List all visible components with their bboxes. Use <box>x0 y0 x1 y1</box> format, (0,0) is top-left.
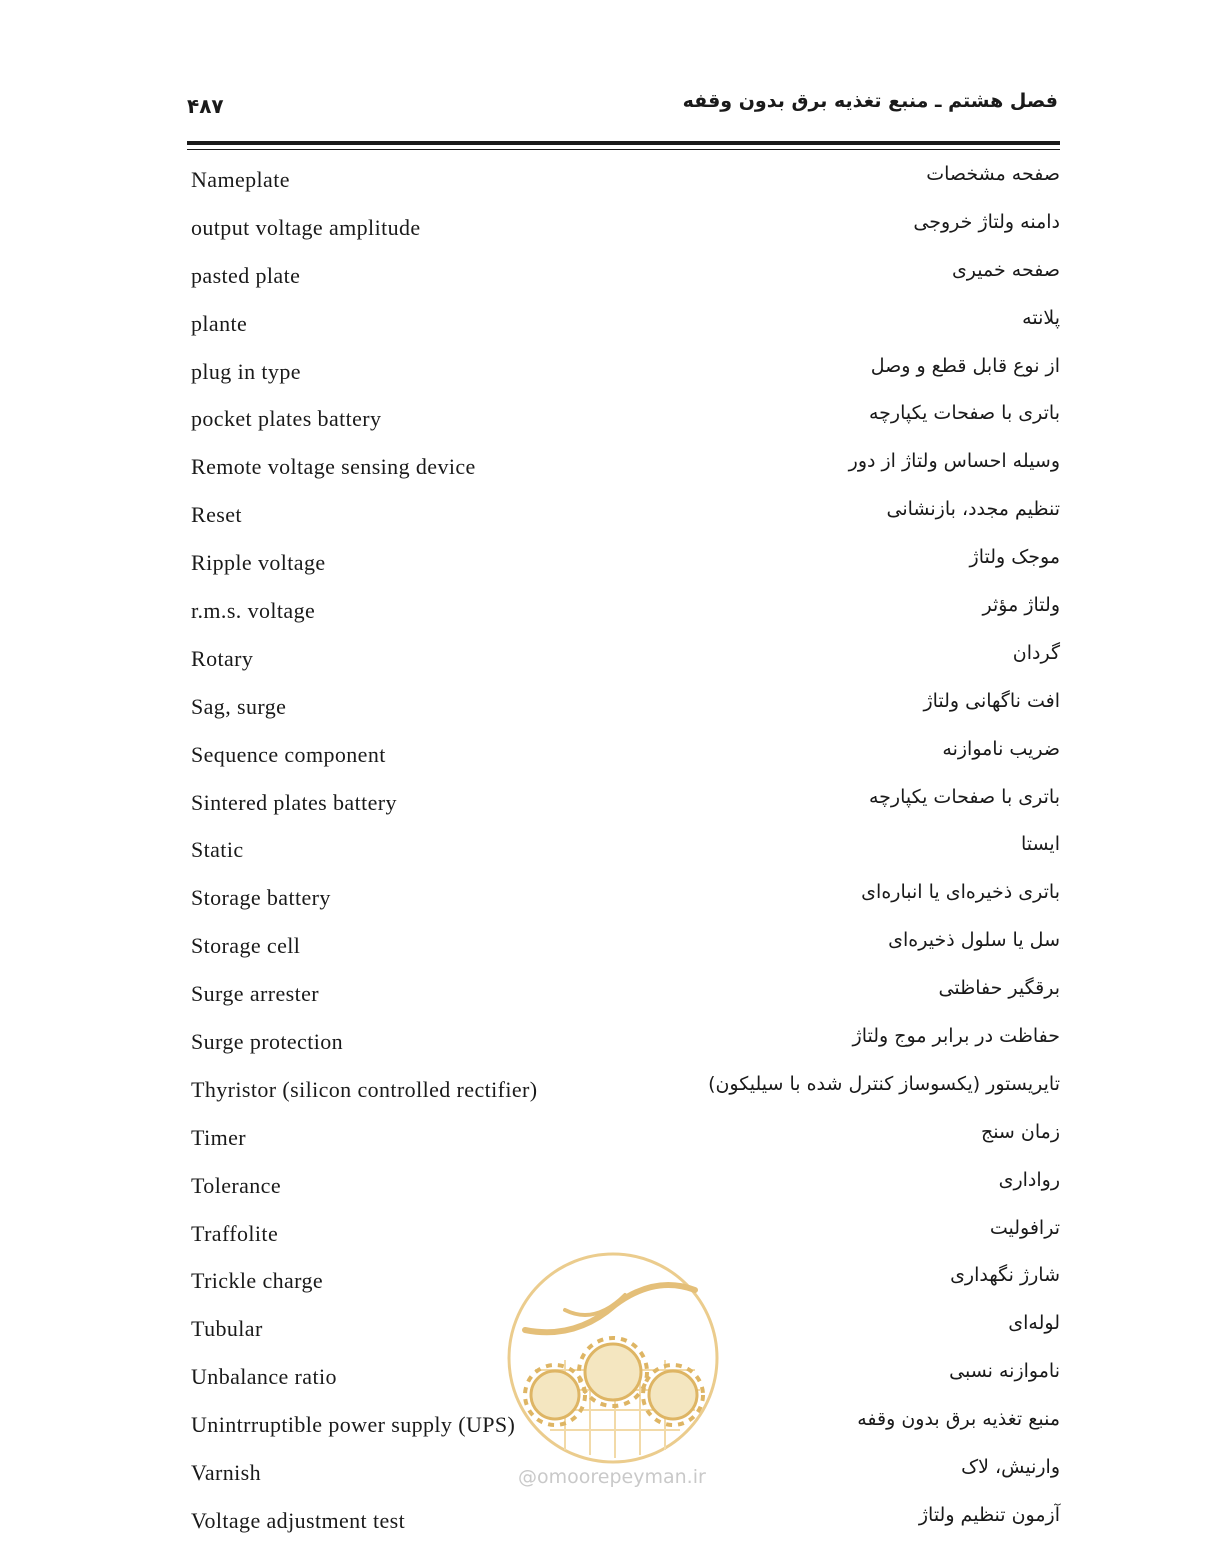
persian-term: صفحه مشخصات <box>926 163 1060 185</box>
persian-term: ترافولیت <box>989 1216 1060 1239</box>
glossary-row <box>189 253 1060 301</box>
english-term: Varnish <box>191 1460 262 1486</box>
english-term: r.m.s. voltage <box>191 598 316 624</box>
english-term: Traffolite <box>191 1220 279 1246</box>
english-term: Unintrruptible power supply (UPS) <box>191 1412 516 1438</box>
glossary-row <box>189 301 1060 349</box>
persian-term: آزمون تنظیم ولتاژ <box>918 1503 1060 1526</box>
english-term: Sequence component <box>191 741 386 767</box>
persian-term: ایستا <box>1020 833 1060 856</box>
english-term: Static <box>191 837 244 863</box>
persian-term: باتری با صفحات یکپارچه <box>868 402 1060 425</box>
glossary-row <box>189 875 1060 923</box>
persian-term: تایریستور (یکسوساز کنترل شده با سیلیکون) <box>708 1072 1060 1095</box>
watermark-site-text: @omoorepeyman.ir <box>518 1466 706 1488</box>
english-term: Thyristor (silicon controlled rectifier) <box>191 1076 538 1102</box>
persian-term: افت ناگهانی ولتاژ <box>923 689 1060 712</box>
persian-term: شارژ نگهداری <box>950 1264 1060 1287</box>
page-number: ۴۸۷ <box>187 94 224 118</box>
persian-term: برقگیر حفاظتی <box>938 977 1060 1000</box>
english-term: Rotary <box>191 645 254 671</box>
persian-term: گردان <box>1012 641 1060 664</box>
persian-term: وارنیش، لاک <box>961 1456 1060 1479</box>
glossary-row <box>189 780 1060 828</box>
persian-term: دامنه ولتاژ خروجی <box>913 210 1060 233</box>
english-term: Timer <box>191 1124 246 1150</box>
persian-term: منبع تغذیه برق بدون وقفه <box>857 1408 1060 1431</box>
glossary-row <box>189 732 1060 780</box>
glossary-row <box>189 540 1060 588</box>
english-term: Reset <box>191 502 242 528</box>
english-term: Voltage adjustment test <box>191 1507 406 1533</box>
persian-term: ناموازنه نسبی <box>949 1360 1060 1383</box>
english-term: Surge arrester <box>191 981 319 1007</box>
english-term: Sintered plates battery <box>191 789 397 815</box>
chapter-title: فصل هشتم ـ منبع تغذیه برق بدون وقفه <box>682 90 1058 112</box>
glossary-row <box>189 349 1060 397</box>
persian-term: تنظیم مجدد، بازنشانی <box>886 498 1060 521</box>
english-term: Sag, surge <box>191 693 287 719</box>
english-term: Ripple voltage <box>191 550 326 576</box>
english-term: Storage cell <box>191 933 301 959</box>
english-term: Unbalance ratio <box>191 1364 337 1390</box>
persian-term: باتری با صفحات یکپارچه <box>868 785 1060 808</box>
english-term: plug in type <box>191 358 301 384</box>
english-term: output voltage amplitude <box>191 214 421 240</box>
persian-term: زمان سنج <box>980 1120 1060 1143</box>
persian-term: ولتاژ مؤثر <box>982 594 1060 617</box>
persian-term: سل یا سلول ذخیره‌ای <box>888 929 1060 952</box>
glossary-row <box>189 1019 1060 1067</box>
english-term: pasted plate <box>191 262 301 288</box>
glossary-row <box>189 1498 1060 1546</box>
glossary-row <box>189 1163 1060 1211</box>
glossary-row <box>189 492 1060 540</box>
persian-term: حفاظت در برابر موج ولتاژ <box>852 1025 1060 1048</box>
glossary-row <box>189 157 1060 205</box>
persian-term: باتری ذخیره‌ای یا انباره‌ای <box>861 881 1060 904</box>
persian-term: رواداری <box>998 1168 1060 1191</box>
persian-term: از نوع قابل قطع و وصل <box>870 354 1060 377</box>
persian-term: صفحه خمیری <box>951 258 1060 281</box>
glossary-row <box>189 827 1060 875</box>
header-rule-thin <box>187 149 1060 150</box>
glossary-row <box>189 205 1060 253</box>
persian-term: پلانته <box>1022 306 1060 329</box>
persian-term: وسیله احساس ولتاژ از دور <box>848 450 1060 473</box>
glossary-row <box>189 444 1060 492</box>
english-term: pocket plates battery <box>191 406 382 432</box>
english-term: Remote voltage sensing device <box>191 454 476 480</box>
english-term: Trickle charge <box>191 1268 324 1294</box>
glossary-row <box>189 971 1060 1019</box>
glossary-row <box>189 923 1060 971</box>
english-term: Tolerance <box>191 1172 281 1198</box>
glossary-row <box>189 396 1060 444</box>
watermark-logo-icon <box>505 1250 721 1466</box>
glossary-row <box>189 1067 1060 1115</box>
glossary-row <box>189 588 1060 636</box>
glossary-row <box>189 1115 1060 1163</box>
glossary-row <box>189 684 1060 732</box>
persian-term: موجک ولتاژ <box>969 546 1060 569</box>
header-rule-thick <box>187 141 1060 145</box>
persian-term: ضریب ناموازنه <box>942 737 1060 760</box>
english-term: Surge protection <box>191 1029 344 1055</box>
glossary-row <box>189 636 1060 684</box>
english-term: plante <box>191 310 248 336</box>
english-term: Storage battery <box>191 885 331 911</box>
english-term: Tubular <box>191 1316 263 1342</box>
persian-term: لوله‌ای <box>1008 1312 1060 1335</box>
english-term: Nameplate <box>191 167 290 192</box>
